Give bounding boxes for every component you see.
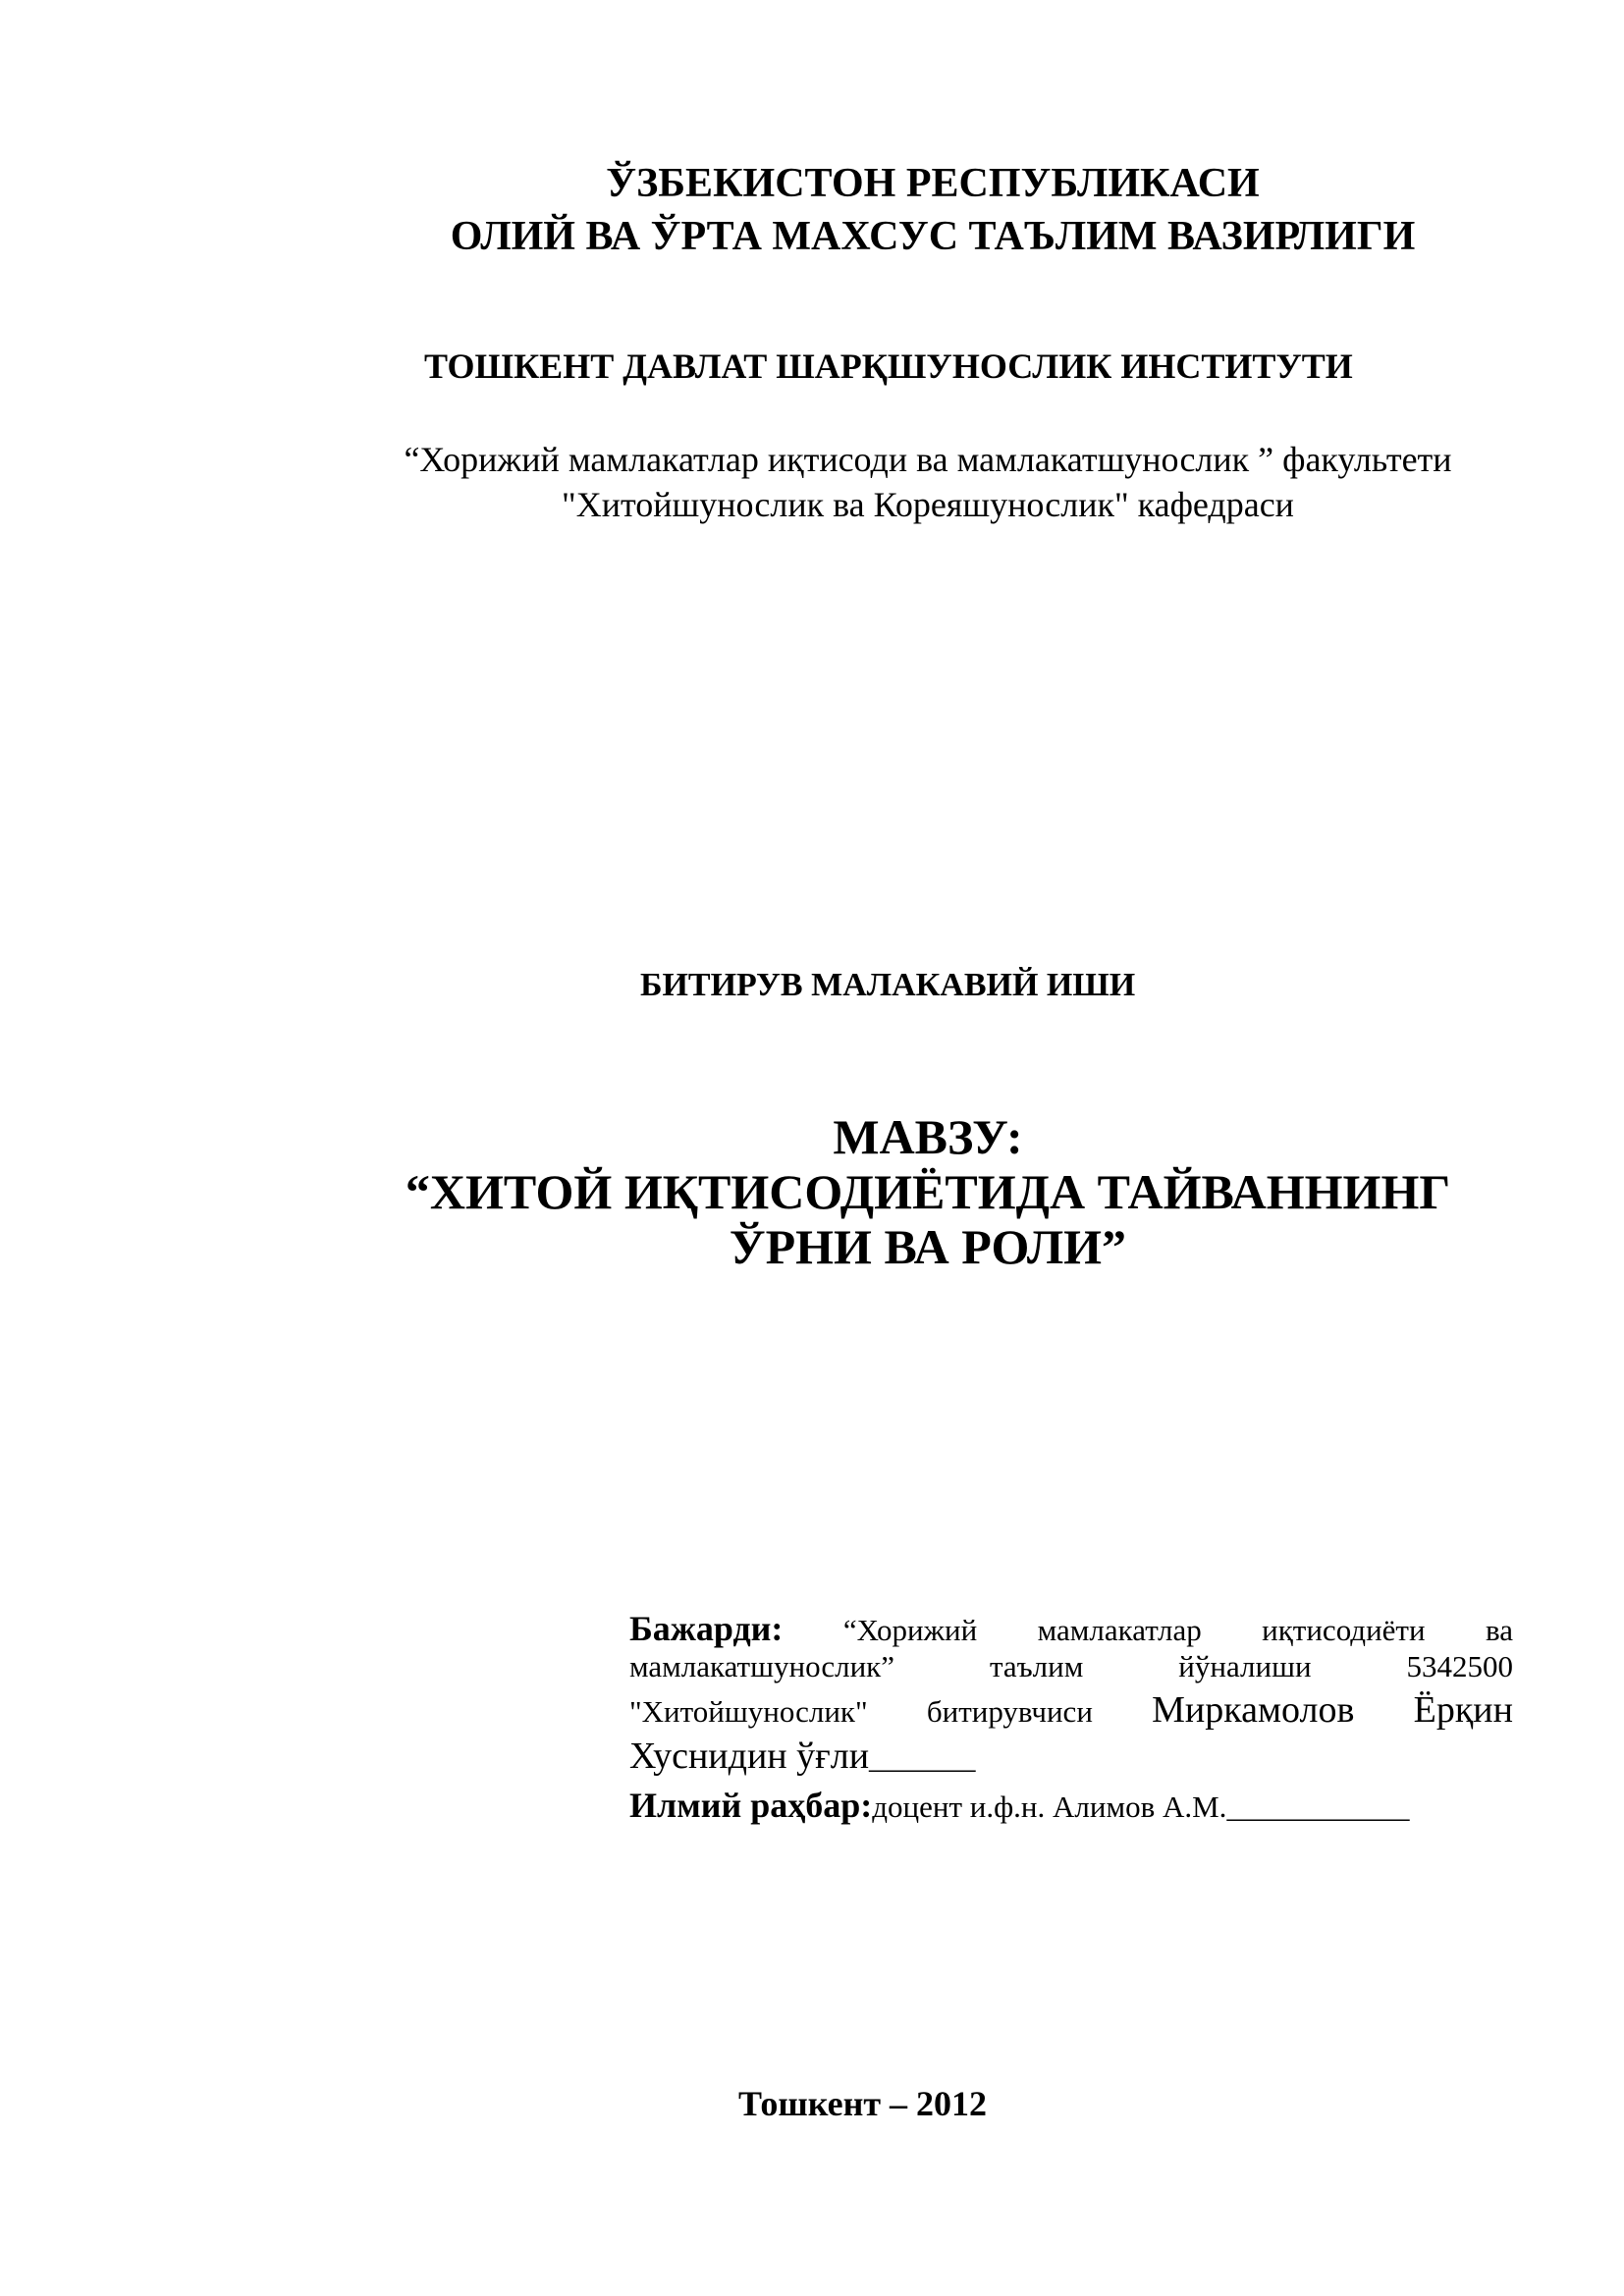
performer-word: ва: [1485, 1613, 1513, 1647]
supervisor-signature-line: ____________: [1226, 1789, 1410, 1824]
performer-label: Бажарди:: [629, 1609, 784, 1648]
topic-line-2: ЎРНИ ВА РОЛИ”: [729, 1219, 1127, 1274]
performer-word: таълим: [989, 1649, 1084, 1683]
faculty-department-block: [344, 437, 1512, 527]
student-surname: Миркамолов: [1152, 1689, 1355, 1731]
student-signature-line: _______: [869, 1740, 976, 1775]
performer-block: [629, 1608, 1513, 1830]
republic-title: ЎЗБЕКИСТОН РЕСПУБЛИКАСИ: [606, 161, 1260, 206]
performer-word: мамлакатлар: [1037, 1613, 1202, 1647]
performer-line-1: [629, 1608, 1513, 1649]
footer-city-year: Тошкент – 2012: [738, 2084, 988, 2123]
student-patronymic: Хуснидин ўғли: [629, 1735, 870, 1777]
supervisor-name: доцент и.ф.н. Алимов А.М.: [872, 1789, 1227, 1824]
performer-word: "Хитойшунослик": [629, 1694, 868, 1729]
supervisor-line: [629, 1781, 1513, 1830]
supervisor-label: Илмий раҳбар:: [629, 1786, 873, 1825]
performer-word: “Хорижий: [842, 1613, 978, 1647]
performer-word: йўналиши: [1178, 1649, 1312, 1683]
ministry-header: [393, 157, 1473, 263]
performer-word: мамлакатшунослик”: [629, 1649, 894, 1683]
education-direction-code: 5342500: [1406, 1649, 1513, 1683]
topic-block: [388, 1109, 1468, 1274]
performer-line-2: [629, 1649, 1513, 1688]
faculty-name: “Хорижий мамлакатлар иқтисоди ва мамлакатшунослик ” факультети: [404, 440, 1452, 479]
topic-line-1: “ХИТОЙ ИҚТИСОДИЁТИДА ТАЙВАННИНГ: [405, 1164, 1451, 1219]
performer-line-3: [629, 1688, 1513, 1732]
institute-title: ТОШКЕНТ ДАВЛАТ ШАРҚШУНОСЛИК ИНСТИТУТИ: [424, 347, 1353, 386]
performer-word: иқтисодиёти: [1262, 1613, 1426, 1647]
topic-label: МАВЗУ:: [833, 1109, 1023, 1164]
performer-word: битирувчиси: [926, 1694, 1093, 1729]
student-first-name: Ёрқин: [1413, 1689, 1513, 1731]
work-type-title: БИТИРУВ МАЛАКАВИЙ ИШИ: [640, 967, 1136, 1003]
performer-line-4: [629, 1732, 1513, 1781]
ministry-title: ОЛИЙ ВА ЎРТА МАХСУС ТАЪЛИМ ВАЗИРЛИГИ: [450, 214, 1416, 259]
department-name: "Хитойшунослик ва Кореяшунослик" кафедраси: [562, 485, 1294, 524]
